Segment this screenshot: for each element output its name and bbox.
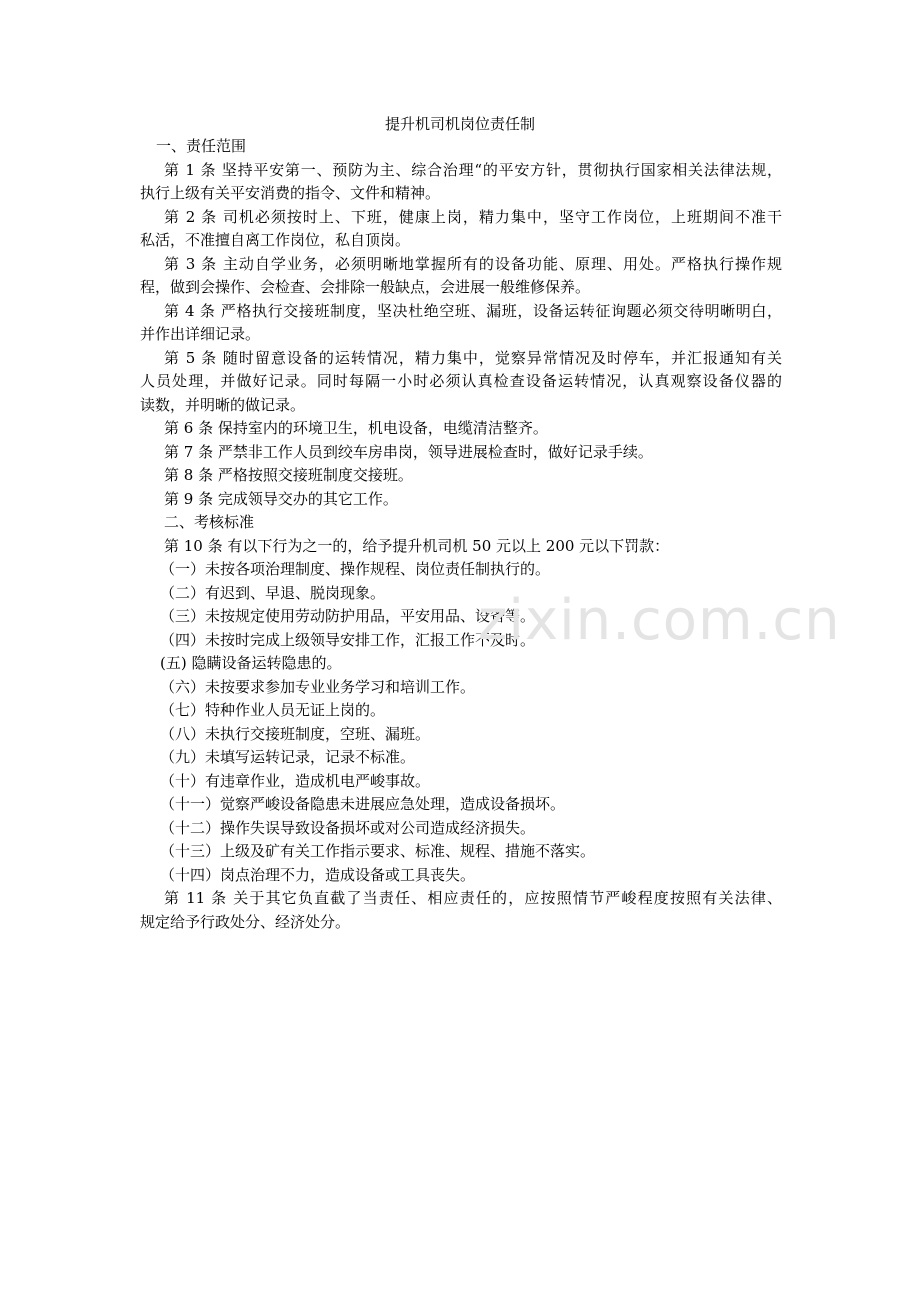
- section-heading: 一、责任范围: [156, 137, 247, 155]
- list-item: （八）未执行交接班制度，空班、漏班。: [160, 724, 431, 743]
- article-1-line-2: 执行上级有关平安消费的指令、文件和精神。: [140, 184, 441, 202]
- article-5-line-2: 人员处理，并做好记录。同时每隔一小时必须认真检查设备运转情况，认真观察设备仪器的: [140, 372, 782, 390]
- document-body: [140, 135, 782, 934]
- list-item: （六）未按要求参加专业业务学习和培训工作。: [160, 677, 476, 696]
- list-item: （十二）操作失误导致设备损坏或对公司造成经济损失。: [160, 818, 536, 837]
- article-5-line-3: 读数，并明晰的做记录。: [140, 395, 306, 414]
- article-7: 第 7 条 严禁非工作人员到绞车房串岗，领导进展检查时，做好记录手续。: [164, 442, 653, 461]
- article-8: 第 8 条 严格按照交接班制度交接班。: [164, 466, 413, 484]
- list-item: （十）有违章作业，造成机电严峻事故。: [160, 771, 431, 790]
- section-heading: 二、考核标准: [164, 513, 255, 531]
- list-item: （七）特种作业人员无证上岗的。: [160, 701, 386, 719]
- article-5-line-1: 第 5 条 随时留意设备的运转情况，精力集中，觉察异常情况及时停车，并汇报通知有关: [164, 348, 782, 367]
- article-1-line-1: 第 1 条 坚持平安第一、预防为主、综合治理“的平安方针，贯彻执行国家相关法律法规，: [164, 160, 782, 179]
- list-item: （九）未填写运转记录，记录不标准。: [160, 748, 416, 766]
- article-11-line-2: 规定给予行政处分、经济处分。: [140, 912, 351, 931]
- article-4-line-2: 并作出详细记录。: [140, 325, 261, 343]
- watermark: zixin.com.cn: [478, 588, 841, 653]
- article-6: 第 6 条 保持室内的环境卫生，机电设备，电缆清洁整齐。: [164, 419, 548, 437]
- article-9: 第 9 条 完成领导交办的其它工作。: [164, 489, 398, 508]
- list-item: （十四）岗点治理不力，造成设备或工具丧失。: [160, 865, 476, 884]
- article-10: 第 10 条 有以下行为之一的，给予提升机司机 50 元以上 200 元以下罚款：: [164, 536, 670, 555]
- article-2-line-2: 私活，不准擅自离工作岗位，私自顶岗。: [140, 231, 411, 249]
- document-title: 提升机司机岗位责任制: [384, 115, 535, 133]
- list-item: （四）未按时完成上级领导安排工作，汇报工作不及时。: [160, 630, 536, 649]
- list-item: （一）未按各项治理制度、操作规程、岗位责任制执行的。: [160, 560, 551, 578]
- article-3-line-2: 程，做到会操作、会检查、会排除一般缺点，会进展一般维修保养。: [140, 278, 591, 296]
- list-item: (五) 隐瞒设备运转隐患的。: [160, 654, 342, 672]
- list-item: （十一）觉察严峻设备隐患未进展应急处理，造成设备损坏。: [160, 795, 566, 813]
- list-item: （二）有迟到、早退、脱岗现象。: [160, 583, 386, 602]
- list-item: （三）未按规定使用劳动防护用品，平安用品、设备等。: [160, 607, 536, 625]
- article-3-line-1: 第 3 条 主动自学业务，必须明晰地掌握所有的设备功能、原理、用处。严格执行操作规: [164, 254, 782, 273]
- article-11-line-1: 第 11 条 关于其它负直截了当责任、相应责任的，应按照情节严峻程度按照有关法律、: [164, 889, 782, 907]
- article-4-line-1: 第 4 条 严格执行交接班制度，坚决杜绝空班、漏班，设备运转征询题必须交待明晰明白，: [164, 301, 782, 320]
- article-2-line-1: 第 2 条 司机必须按时上、下班，健康上岗，精力集中，坚守工作岗位，上班期间不准干: [164, 207, 782, 226]
- list-item: （十三）上级及矿有关工作指示要求、标准、规程、措施不落实。: [160, 842, 596, 860]
